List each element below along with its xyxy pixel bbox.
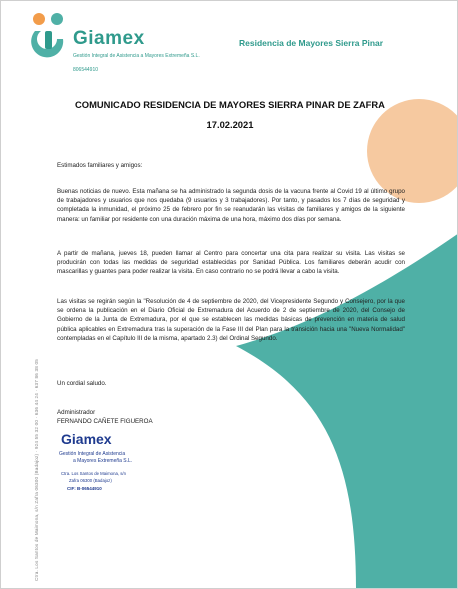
company-stamp [55,429,145,505]
document-title: COMUNICADO RESIDENCIA DE MAYORES SIERRA PINAR DE ZAFRA [75,99,385,110]
giamex-logo-icon [29,11,69,71]
company-logo [29,9,239,89]
paragraph-2: A partir de mañana, jueves 18, pueden llamar al Centro para concertar una cita para realizar su visita. Las visitas se producirán con todas las medidas de seguridad establecidas por Sanidad Pública. Los familiares deberán acudir con mascarillas y guantes para poder realizar la visita. En caso contrario no se podrá llevar a cabo la visita. [57,250,405,276]
signer-name: FERNANDO CAÑETE FIGUEROA [57,418,153,425]
stamp-line: Ctra. Los Santos de Maimona, s/n [61,471,126,476]
paragraph-1: Buenas noticias de nuevo. Esta mañana se ha administrado la segunda dosis de la vacuna frente al Covid 19 al último grupo de trabajadores y usuarios que nos quedaba (9 usuarios y 3 trabajadores). Por tanto, y pasados los 7 días de seguridad y completada la inmunidad, el próximo 25 de febrero por fin se reanudarán las visitas de familiares y amigos de la siguiente manera: un familiar por residente con una duración máxima de una hora, máximo dos días por semana. [57,188,405,223]
sidebar-address: Ctra. Los Santos de Maimona, s/n Zafra 06300 (Badajoz) · 924 55 32 00 · 636 44 24 · 637 86 38 05 [34,359,39,581]
paragraph-3: Las visitas se regirán según la "Resolución de 4 de septiembre de 2020, del Vicepresidente Segundo y Consejero, por la que se ordena la publicación en el Diario Oficial de Extremadura del Acuerdo de 2 de septiembre de 2020, del Consejo de Gobierno de la Junta de Extremadura, por el que se establecen las medidas básicas de prevención en materia de salud pública aplicables en Extremadura tras la superación de la Fase III del Plan para la transición hacia una "Nueva Normalidad" contempladas en el Capítulo III de la misma, apartado 2.3) del Ordinal Segundo. [57,298,405,342]
stamp-logo: Giamex [61,431,112,447]
logo-subtitle: Gestión Integral de Asistencia a Mayores Extremeña S.L. [73,53,200,59]
stamp-line: Gestión Integral de Asistencia [59,451,126,457]
greeting: Estimados familiares y amigos: [57,162,143,169]
signer-role: Administrador [57,409,96,416]
stamp-line: a Mayores Extremeña S.L. [73,458,133,464]
closing: Un cordial saludo. [57,380,107,387]
stamp-line: Zafra 06300 (Badajoz) [69,478,112,483]
logo-phone: 806544910 [73,67,99,73]
residence-name: Residencia de Mayores Sierra Pinar [239,38,384,48]
logo-name: Giamex [73,28,145,49]
document-date: 17.02.2021 [206,119,254,130]
stamp-line: CIF: B-06544910 [67,486,102,491]
